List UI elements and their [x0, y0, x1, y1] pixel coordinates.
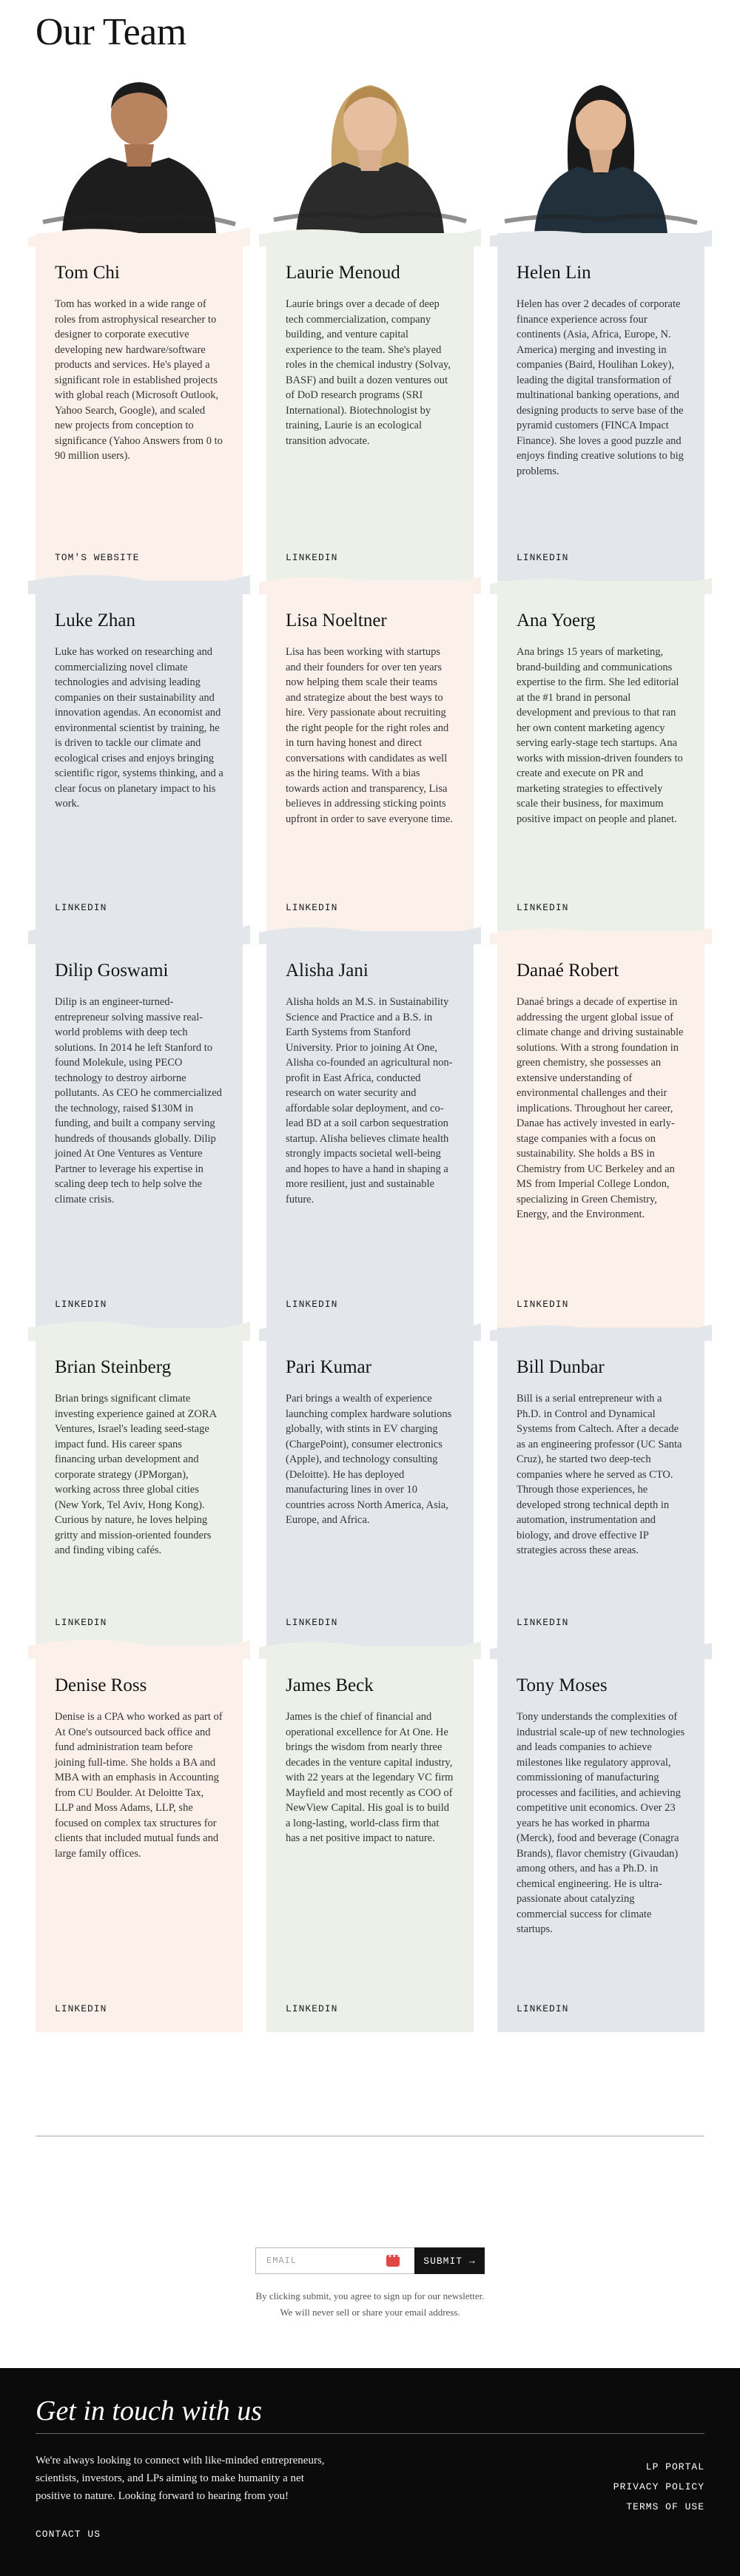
bio-card: [266, 931, 474, 1328]
team-member-james-beck: [266, 1646, 474, 2032]
member-name: Ana Yoerg: [517, 611, 596, 630]
member-name: Alisha Jani: [286, 961, 369, 981]
bio-card: [36, 931, 243, 1328]
linkedin-link[interactable]: LINKEDIN: [517, 1299, 569, 1310]
bio-card: [497, 581, 704, 931]
newsletter-disclaimer: [0, 2288, 740, 2321]
linkedin-link[interactable]: LINKEDIN: [286, 552, 338, 563]
linkedin-link[interactable]: LINKEDIN: [55, 1617, 107, 1628]
bio-card: [36, 233, 243, 581]
footer-divider: [36, 2433, 704, 2434]
member-bio: Denise is a CPA who worked as part of At One's outsourced back office and fund administration team before joining full-time. She holds a BA and MBA with an emphasis in Accounting from CU Boulder. At Deloitte Tax, LLP and Moss Adams, LLP, she focused on complex tax structures for clients that included mutual funds and large family offices.: [55, 1711, 223, 1860]
bio-card: [497, 1646, 704, 2032]
bio-card: [36, 1646, 243, 2032]
member-name: Dilip Goswami: [55, 961, 169, 981]
linkedin-link[interactable]: LINKEDIN: [517, 2003, 569, 2014]
member-name: Bill Dunbar: [517, 1357, 605, 1377]
bio-card: [266, 233, 474, 581]
member-name: Tom Chi: [55, 263, 120, 283]
member-bio: Laurie brings over a decade of deep tech commercialization, company building, and venture capital experience to the team. She's played roles in the chemical industry (Solvay, BASF) and built a dozen ventures out of DoD research programs (SRI International). Biotechnologist by training, Laurie is an ecological transition advocate.: [286, 298, 451, 447]
linkedin-link[interactable]: LINKEDIN: [517, 1617, 569, 1628]
website-link[interactable]: TOM'S WEBSITE: [55, 552, 140, 563]
footer: [0, 2368, 740, 2576]
team-member-tom-chi: [36, 63, 243, 581]
newsletter-form: [255, 2247, 485, 2274]
privacy-policy-link[interactable]: PRIVACY POLICY: [613, 2481, 704, 2492]
team-member-tony-moses: [497, 1646, 704, 2032]
member-name: Denise Ross: [55, 1675, 147, 1695]
member-bio: Tom has worked in a wide range of roles from astrophysical researcher to designer to corporate executive developing new hardware/software products and services. He's played a significant role in established projects with global reach (Microsoft Outlook, Yahoo Search, Google), and scaled new projects from conception to significance (Yahoo Answers from 0 to 90 million users).: [55, 298, 223, 462]
footer-links: [613, 2457, 704, 2517]
bio-card: [266, 1328, 474, 1646]
member-bio: Luke has worked on researching and commercializing novel climate technologies and advising leading companies on their sustainability and innovation agendas. An economist and environmental scientist by training, he is driven to tackle our climate and ecological crises and enjoys bringing scientific rigor, systems thinking, and a clear focus on planetary impact to his work.: [55, 646, 223, 810]
portrait-photo: [36, 63, 243, 233]
footer-text: We're always looking to connect with like-minded entrepreneurs, scientists, investors, and LPs aiming to make humanity a net positive to nature. Looking forward to hearing from you!: [36, 2455, 325, 2502]
portrait-photo: [497, 63, 704, 233]
member-bio: Ana brings 15 years of marketing, brand-building and communications expertise to the firm. She led editorial at the #1 brand in personal development and previous to that ran her own content marketing agency serving early-stage tech startups. Ana works with mission-driven founders to create and execute on PR and marketing strategies to effectively scale their business, for maximum positive impact on people and planet.: [517, 646, 683, 825]
member-name: James Beck: [286, 1675, 374, 1695]
disclaimer-line: By clicking submit, you agree to sign up for our newsletter.: [255, 2290, 485, 2301]
linkedin-link[interactable]: LINKEDIN: [286, 902, 338, 913]
member-bio: Danaé brings a decade of expertise in addressing the urgent global issue of climate change and driving sustainable solutions. With a strong foundation in green chemistry, she possesses an extensive understanding of environmental challenges and their implications. Throughout her career, Danae has actively invested in early-stage companies with a focus on sustainability. She holds a BS in Chemistry from UC Berkeley and an MS from Imperial College London, specializing in Green Chemistry, Energy, and the Environment.: [517, 996, 684, 1220]
member-name: Danaé Robert: [517, 961, 619, 981]
linkedin-link[interactable]: LINKEDIN: [55, 902, 107, 913]
linkedin-link[interactable]: LINKEDIN: [55, 1299, 107, 1310]
team-member-danae-robert: [497, 931, 704, 1328]
linkedin-link[interactable]: LINKEDIN: [286, 1299, 338, 1310]
footer-title: Get in touch with us: [36, 2395, 263, 2427]
member-bio: Bill is a serial entrepreneur with a Ph.D. in Control and Dynamical Systems from Caltech. After a decade as an engineering professor (UC Santa Cruz), he started two deep-tech companies where he served as CTO. Through those experiences, he developed strong technical depth in automation, instrumentation and biology, and drove effective IP strategies across these areas.: [517, 1393, 682, 1556]
team-member-denise-ross: [36, 1646, 243, 2032]
member-bio: Lisa has been working with startups and their founders for over ten years now helping them scale their teams and strategize about the best ways to hire. Very passionate about recruiting the right people for the right roles and in turn having honest and direct conversations with candidates as well as the hiring teams. With a bias towards action and transparency, Lisa believes in addressing sticking points upfront in order to save everyone time.: [286, 646, 453, 825]
bio-card: [36, 581, 243, 931]
member-bio: Pari brings a wealth of experience launching complex hardware solutions globally, with stints in EV charging (ChargePoint), consumer electronics (Apple), and technology consulting (Deloitte). He has deployed manufacturing lines in over 10 countries across North America, Asia, Europe, and Africa.: [286, 1393, 452, 1526]
member-bio: Helen has over 2 decades of corporate finance experience across four continents (Asia, Africa, Europe, N. America) merging and investing in companies (Baird, Houlihan Lokey), leading the digital transformation of multinational banking operations, and designing products to serve base of the pyramid customers (FINCA Impact Finance). She loves a good puzzle and enjoys finding creative solutions to big problems.: [517, 298, 684, 477]
member-name: Lisa Noeltner: [286, 611, 387, 630]
team-member-dilip-goswami: [36, 931, 243, 1328]
member-bio: James is the chief of financial and operational excellence for At One. He brings the wisdom from nearly three decades in the venture capital industry, with 22 years at the legendary VC firm Mayfield and most recently as COO of NewView Capital. His goal is to build a long-lasting, world-class firm that has a net positive impact to nature.: [286, 1711, 454, 1844]
bio-card: [266, 581, 474, 931]
submit-button[interactable]: SUBMIT →: [414, 2247, 485, 2274]
bio-card: [36, 1328, 243, 1646]
contact-us-link[interactable]: CONTACT US: [36, 2529, 101, 2540]
team-member-ana-yoerg: [497, 581, 704, 931]
team-member-bill-dunbar: [497, 1328, 704, 1646]
member-name: Laurie Menoud: [286, 263, 400, 283]
disclaimer-line: We will never sell or share your email address.: [280, 2307, 460, 2318]
bio-card: [497, 1328, 704, 1646]
team-grid: [36, 63, 704, 2032]
portrait-photo: [266, 63, 474, 233]
bio-card: [497, 931, 704, 1328]
bio-card: [266, 1646, 474, 2032]
linkedin-link[interactable]: LINKEDIN: [286, 2003, 338, 2014]
member-name: Helen Lin: [517, 263, 591, 283]
member-name: Brian Steinberg: [55, 1357, 172, 1377]
member-name: Tony Moses: [517, 1675, 608, 1695]
linkedin-link[interactable]: LINKEDIN: [55, 2003, 107, 2014]
page-title: Our Team: [36, 11, 186, 53]
bio-card: [497, 233, 704, 581]
team-member-alisha-jani: [266, 931, 474, 1328]
team-member-helen-lin: [497, 63, 704, 581]
lp-portal-link[interactable]: LP PORTAL: [645, 2461, 704, 2472]
terms-of-use-link[interactable]: TERMS OF USE: [626, 2501, 704, 2512]
member-bio: Dilip is an engineer-turned-entrepreneur solving massive real-world problems with deep tech solutions. In 2014 he left Stanford to found Molekule, using PECO technology to destroy airborne pollutants. As CEO he commercialized the technology, raised $130M in funding, and built a company serving hundreds of thousands globally. Dilip joined At One Ventures as Venture Partner to leverage his expertise in scaling deep tech to help solve the climate crisis.: [55, 996, 222, 1205]
linkedin-link[interactable]: LINKEDIN: [286, 1617, 338, 1628]
member-name: Pari Kumar: [286, 1357, 371, 1377]
team-member-brian-steinberg: [36, 1328, 243, 1646]
member-bio: Tony understands the complexities of industrial scale-up of new technologies and leads companies to achieve milestones like regulatory approval, commissioning of manufacturing processes and facilities, and achieving competitive unit economics. Over 23 years he has worked in pharma (Merck), food and beverage (Conagra Brands), flavor chemistry (Givaudan) among others, and has a Ph.D. in chemical engineering. He is ultra-passionate about catalyzing commercial success for climate startups.: [517, 1711, 685, 1935]
member-name: Luke Zhan: [55, 611, 135, 630]
linkedin-link[interactable]: LINKEDIN: [517, 552, 569, 563]
team-member-laurie-menoud: [266, 63, 474, 581]
password-manager-icon[interactable]: [386, 2255, 400, 2267]
team-member-pari-kumar: [266, 1328, 474, 1646]
team-member-lisa-noeltner: [266, 581, 474, 931]
linkedin-link[interactable]: LINKEDIN: [517, 902, 569, 913]
member-bio: Brian brings significant climate investing experience gained at ZORA Ventures, Israel's leading seed-stage impact fund. His career spans financing urban development and corporate strategy (JPMorgan), working across three global cities (New York, Tel Aviv, Hong Kong). Curious by nature, he loves helping gritty and mission-oriented founders and finding vibing cafés.: [55, 1393, 217, 1556]
team-member-luke-zhan: [36, 581, 243, 931]
member-bio: Alisha holds an M.S. in Sustainability Science and Practice and a B.S. in Earth Systems from Stanford University. Prior to joining At One, Alisha co-founded an agricultural non-profit in East Africa, conducted research on water security and affordable solar deployment, and co-lead BD at a soil carbon sequestration startup. Alisha believes climate health strongly impacts societal well-being and hopes to have a hand in shaping a more resilient, just and sustainable future.: [286, 996, 453, 1205]
